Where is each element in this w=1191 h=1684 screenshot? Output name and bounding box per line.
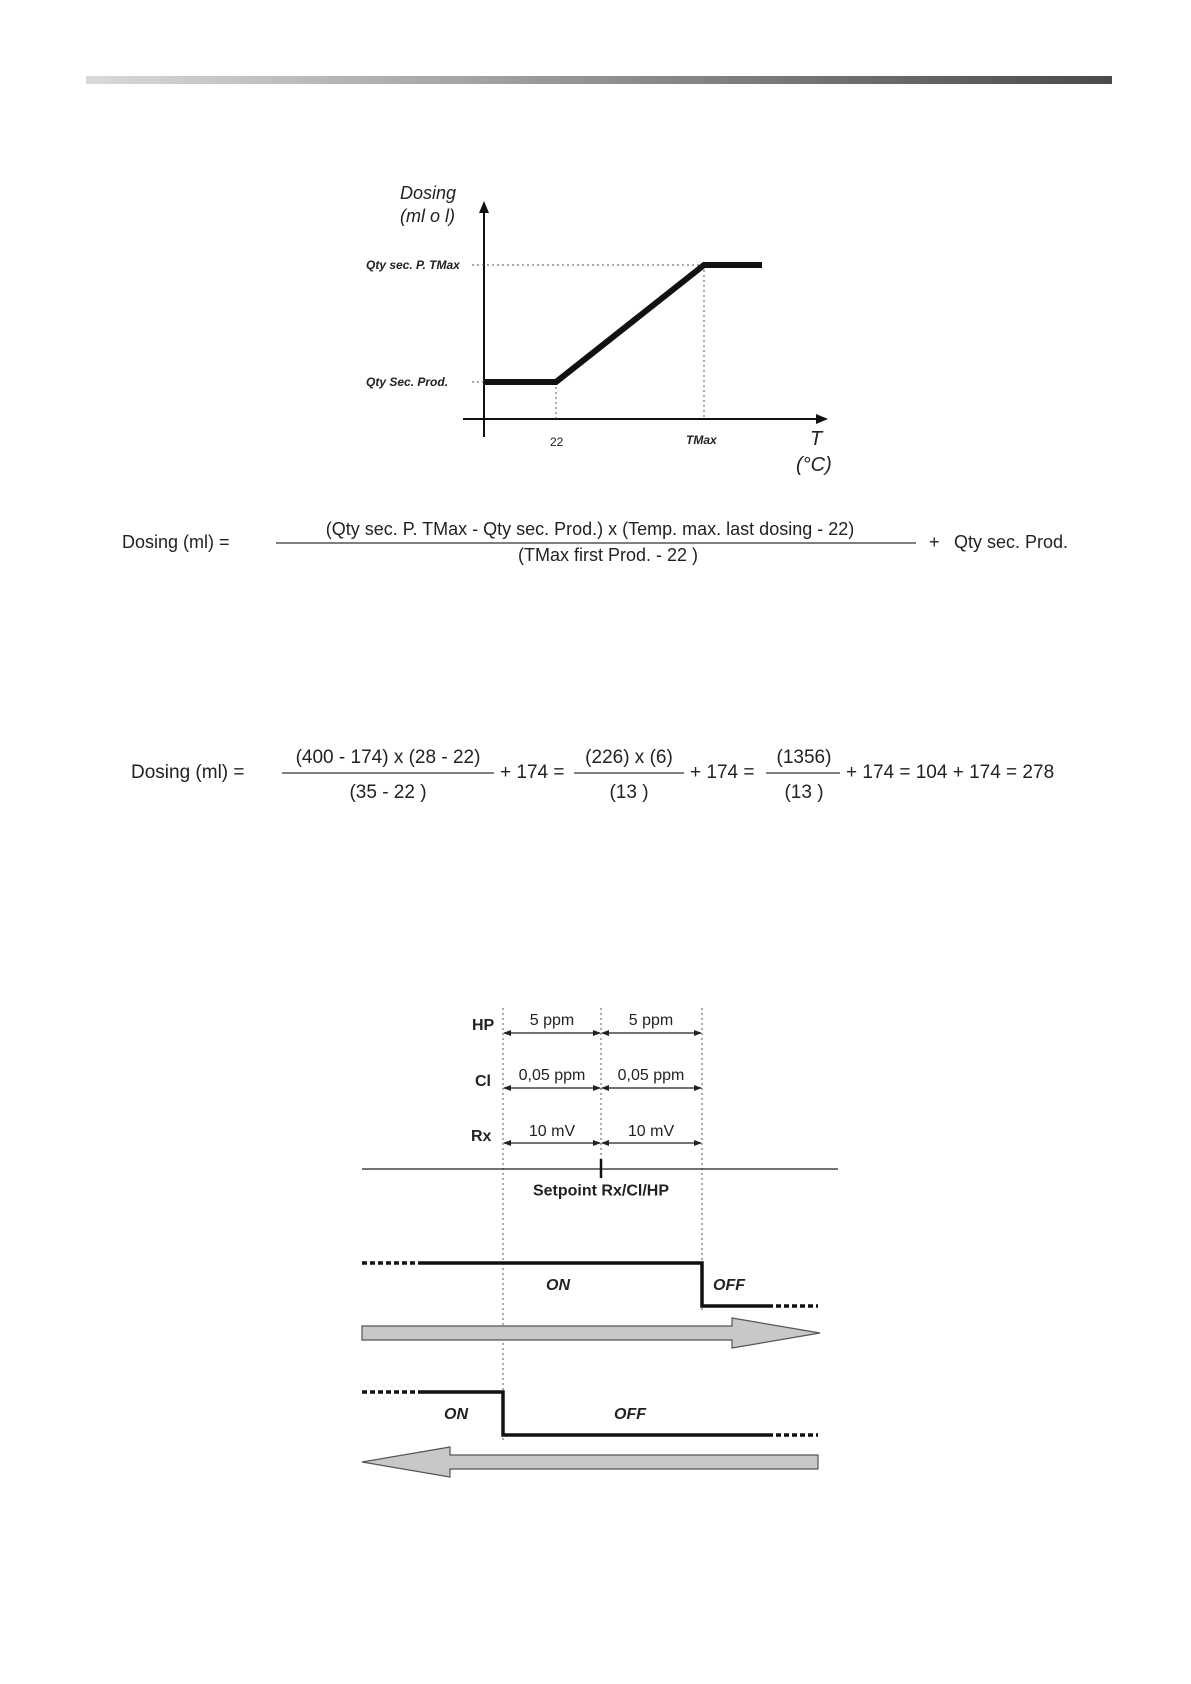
formula-example-num1: (400 - 174) x (28 - 22) [295,747,481,768]
decreasing-direction-arrow [362,1447,818,1477]
rx-left-value: 10 mV [528,1123,576,1140]
formula-general-lhs: Dosing (ml) = [122,532,230,552]
hp-left-value: 5 ppm [529,1012,575,1029]
formula-example-num3: (1356) [776,747,832,768]
falling-on-label: ON [444,1406,468,1423]
setpoint-label: Setpoint Rx/Cl/HP [532,1182,670,1200]
rising-on-label: ON [546,1277,570,1294]
formula-example-den2: (13 ) [609,782,649,803]
formula-example [0,730,1191,810]
formula-general-tail: Qty sec. Prod. [954,532,1069,552]
y-axis-label-1: Dosing [400,183,457,203]
formula-example-op2: + 174 = [690,762,755,783]
formula-example-lhs: Dosing (ml) = [131,762,245,783]
row-label-hp: HP [472,1017,495,1034]
y-level-high-label: Qty sec. P. TMax [366,258,460,272]
dosing-curve [484,265,762,382]
y-level-low-label: Qty Sec. Prod. [366,375,449,389]
formula-example-op1: + 174 = [500,762,565,783]
row-label-rx: Rx [471,1128,492,1145]
x-tick-22: 22 [550,435,564,449]
dosing-temperature-chart [0,0,1191,480]
falling-trace [418,1392,768,1435]
rising-off-label: OFF [713,1277,745,1294]
formula-example-den3: (13 ) [784,782,824,803]
cl-right-value: 0,05 ppm [617,1067,685,1084]
formula-general [0,500,1191,580]
row-label-cl: Cl [475,1073,491,1090]
formula-general-numerator: (Qty sec. P. TMax - Qty sec. Prod.) x (Temp. max. last dosing - 22) [325,519,855,539]
falling-off-label: OFF [614,1406,646,1423]
rx-right-value: 10 mV [627,1123,675,1140]
setpoint-diagram [0,990,1191,1490]
formula-general-denominator: (TMax first Prod. - 22 ) [517,545,699,565]
x-axis-label-1: T [810,428,823,450]
increasing-direction-arrow [362,1318,820,1348]
formula-example-tail: + 174 = 104 + 174 = 278 [846,762,1055,783]
formula-example-den1: (35 - 22 ) [349,782,427,803]
hp-right-value: 5 ppm [628,1012,674,1029]
x-axis-label-2: (°C) [796,454,832,476]
x-tick-tmax: TMax [686,433,717,447]
formula-general-plus: + [929,532,940,552]
formula-example-num2: (226) x (6) [585,747,673,768]
cl-left-value: 0,05 ppm [518,1067,586,1084]
y-axis-label-2: (ml o l) [400,206,455,226]
